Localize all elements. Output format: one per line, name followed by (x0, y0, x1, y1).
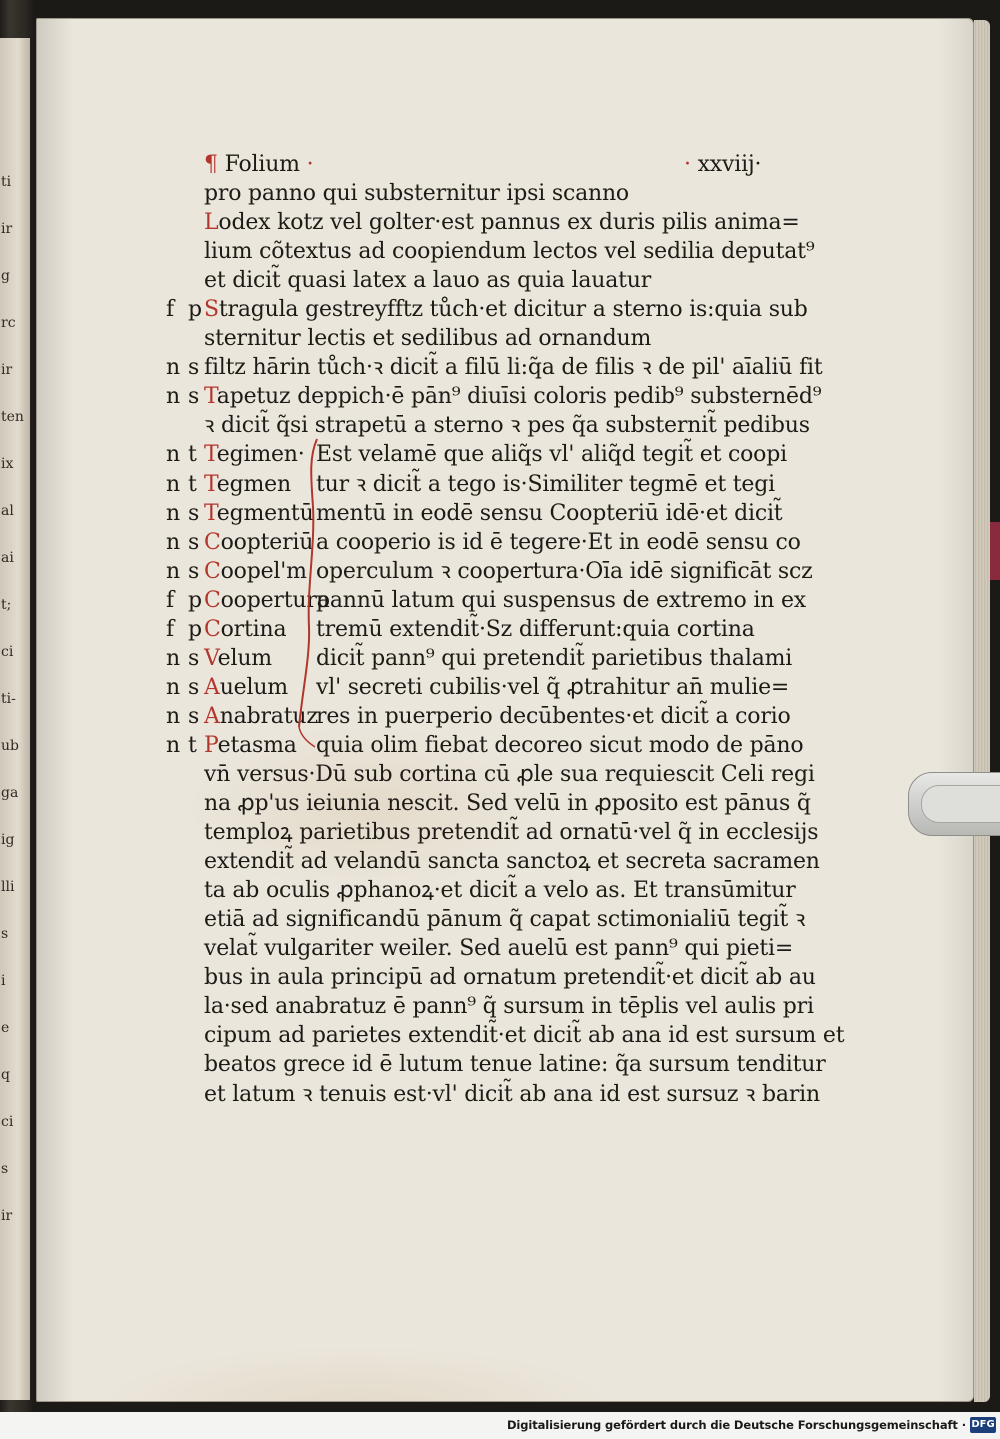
left-page-fragment: ci (1, 644, 14, 660)
line-text: et latum ꝛ tenuis est·vl' dicit̃ ab ana id est sursuz ꝛ barin (204, 1081, 820, 1107)
rubricated-initial: C (204, 587, 221, 613)
declension-mark: s (188, 529, 200, 555)
line-text: ꝛ dicit̃ q̃si strapetū a sterno ꝛ pes q̃a substernit̃ pedibus (204, 413, 810, 439)
rubricated-initial: C (204, 616, 221, 642)
declension-mark: s (188, 355, 200, 381)
rubricated-initial: L (204, 210, 219, 236)
text-line (166, 470, 786, 499)
headword: Coopteriū (204, 529, 314, 555)
line-text: et dicit̃ quasi latex a lauo as quia lauatur (204, 268, 652, 294)
declension-mark: s (188, 645, 200, 671)
line-text: bus in aula principū ad ornatum pretendit̃·et dicit̃ ab au (204, 965, 816, 991)
red-bookmark-strip (990, 522, 1000, 580)
headword: Anabratuz (204, 703, 318, 729)
left-page-fragment: ga (1, 785, 19, 801)
text-line (166, 266, 786, 295)
rubricated-initial: C (204, 558, 221, 584)
gloss-text: dicit̃ pann⁹ qui pretendit̃ parietibus thalami (316, 645, 793, 671)
left-page-fragment: e (1, 1020, 10, 1036)
line-text: ta ab oculis ꝓphanoꝝ·et dicit̃ a velo as. Et transūmitur (204, 878, 796, 904)
left-page-fragment: i (1, 973, 6, 989)
text-line (166, 1021, 845, 1050)
text-line (166, 963, 816, 992)
text-line (166, 673, 790, 702)
gender-mark: n (166, 471, 180, 497)
left-page-fragment: ten (1, 409, 24, 425)
declension-mark: t (188, 442, 197, 468)
left-page-fragment: ti- (1, 691, 16, 707)
headword: Auelum (204, 674, 288, 700)
headword: Tegmentū (204, 500, 314, 526)
gloss-text: mentū in eodē sensu Coopteriū idē·et dicit̃ (316, 500, 783, 526)
line-text: cipum ad parietes extendit̃·et dicit̃ ab ana id est sursum et (204, 1023, 845, 1049)
dfg-logo: DFG (970, 1417, 996, 1433)
gender-mark: f (166, 587, 174, 613)
page-clip (908, 772, 1000, 836)
line-text: Lodex kotz vel golter·est pannus ex duris pilis anima= (204, 210, 800, 236)
text-line (166, 847, 820, 876)
text-line (166, 1050, 826, 1079)
text-line (166, 644, 793, 673)
left-page-fragment: al (1, 503, 14, 519)
text-line (166, 179, 786, 208)
rubricated-initial: T (204, 471, 217, 497)
left-page-fragment: s (1, 926, 9, 942)
left-page-fragment: rc (1, 315, 16, 331)
text-line (166, 818, 819, 847)
rubricated-initial: A (204, 674, 220, 700)
gender-mark: n (166, 703, 180, 729)
declension-mark: p (188, 297, 202, 323)
line-text: sternitur lectis et sedilibus ad ornandum (204, 326, 652, 352)
rubricated-initial: C (204, 529, 221, 555)
text-line (166, 411, 810, 440)
text-line (166, 992, 814, 1021)
left-page-fragment: ir (1, 1208, 13, 1224)
gender-mark: n (166, 355, 180, 381)
declension-mark: t (188, 471, 197, 497)
red-bracket (297, 437, 321, 749)
text-line (166, 615, 786, 644)
page-stack-edge (974, 20, 990, 1402)
headword: Cortina (204, 616, 287, 642)
gender-mark: f (166, 297, 174, 323)
text-line (166, 731, 804, 760)
headword: Petasma (204, 732, 297, 758)
declension-mark: p (188, 616, 202, 642)
rubricated-initial: T (204, 442, 217, 468)
left-page-fragment: t; (1, 597, 12, 613)
line-text: vn̄ versus·Dū sub cortina cū ꝓle sua requiescit Celi regi (204, 761, 815, 787)
rubricated-initial: P (204, 732, 218, 758)
gender-mark: n (166, 384, 180, 410)
text-line (166, 499, 786, 528)
headword: Coopel'm (204, 558, 307, 584)
text-line (166, 789, 811, 818)
rubricated-initial: T (204, 384, 217, 410)
text-line (166, 295, 808, 324)
line-text: Stragula gestreyfftz tůch·et dicitur a sterno is:quia sub (204, 297, 808, 323)
text-line (166, 382, 822, 411)
left-page-edge (0, 38, 30, 1400)
line-text: beatos grece id ē lutum tenue latine: q̃a sursum tenditur (204, 1052, 826, 1078)
headword: Velum (204, 645, 272, 671)
line-text: extendit̃ ad velandū sancta sanctoꝝ et secreta sacramen (204, 849, 820, 875)
text-line (166, 1080, 820, 1109)
line-text: na ꝓp'us ieiunia nescit. Sed velū in ꝓposito est pānus q̃ (204, 791, 811, 817)
headword: Coopertura (204, 587, 330, 613)
text-line (166, 528, 801, 557)
gloss-text: operculum ꝛ coopertura·Oīa idē significāt scz (316, 558, 813, 584)
declension-mark: s (188, 558, 200, 584)
text-line (166, 586, 806, 615)
left-page-fragment: ti (1, 174, 12, 190)
gloss-text: pannū latum qui suspensus de extremo in ex (316, 587, 806, 613)
text-line (166, 324, 786, 353)
line-text: Tapetuz deppich·ē pān⁹ diuīsi coloris pedib⁹ substernēd⁹ (204, 384, 822, 410)
headword: Tegimen· (204, 442, 305, 468)
left-page-fragment: ub (1, 738, 19, 754)
line-text: temploꝝ parietibus pretendit̃ ad ornatū·vel q̃ in ecclesijs (204, 820, 819, 846)
left-page-fragment: g (1, 268, 10, 284)
left-page-fragment: ai (1, 550, 14, 566)
gloss-text: a cooperio is id ē tegere·Et in eodē sensu co (316, 529, 801, 555)
text-line (166, 702, 791, 731)
left-page-fragment: ig (1, 832, 15, 848)
declension-mark: t (188, 732, 197, 758)
gloss-text: Est velamē que aliq̃s vl' aliq̃d tegit̃ et coopi (316, 442, 787, 468)
gender-mark: n (166, 558, 180, 584)
gloss-text: res in puerperio decūbentes·et dicit̃ a corio (316, 703, 791, 729)
line-text: etiā ad significandū pānum q̃ capat sctimonialiū tegit̃ ꝛ (204, 907, 806, 933)
left-page-fragment: q (1, 1067, 10, 1083)
footer-credit: Digitalisierung gefördert durch die Deutsche Forschungsgemeinschaft · (506, 1418, 966, 1432)
rubricated-initial: A (204, 703, 220, 729)
left-page-fragment: ir (1, 362, 13, 378)
footer-bar (0, 1412, 1000, 1439)
left-page-fragment: lli (1, 879, 15, 895)
left-page-fragment: ci (1, 1114, 14, 1130)
gender-mark: n (166, 674, 180, 700)
text-line (166, 905, 806, 934)
gloss-text: vl' secreti cubilis·vel q̃ ꝓtrahitur an̄ mulie= (316, 674, 790, 700)
text-line (166, 760, 815, 789)
gender-mark: n (166, 529, 180, 555)
gender-mark: n (166, 645, 180, 671)
declension-mark: s (188, 500, 200, 526)
gender-mark: f (166, 616, 174, 642)
paragraph-mark: ¶ (204, 152, 218, 177)
rubricated-initial: S (204, 297, 219, 323)
text-line (166, 208, 800, 237)
folio-number: xxviij (697, 152, 755, 177)
line-text: filtz hārin tůch·ꝛ dicit̃ a filū li:q̃a de filis ꝛ de pil' aīaliū fit (204, 355, 823, 381)
line-text: pro panno qui substernitur ipsi scanno (204, 181, 629, 207)
text-line (166, 934, 794, 963)
headword: Tegmen (204, 471, 291, 497)
text-line (166, 237, 815, 266)
gloss-text: quia olim fiebat decoreo sicut modo de pāno (316, 732, 804, 758)
text-line (166, 353, 823, 382)
gender-mark: n (166, 500, 180, 526)
declension-mark: s (188, 674, 200, 700)
declension-mark: s (188, 384, 200, 410)
rubricated-initial: V (204, 645, 218, 671)
left-page-fragment: s (1, 1161, 9, 1177)
line-text: lium cõtextus ad coopiendum lectos vel sedilia deputat⁹ (204, 239, 815, 265)
gender-mark: n (166, 732, 180, 758)
text-line (166, 557, 813, 586)
gender-mark: n (166, 442, 180, 468)
page-text-block (166, 150, 845, 1109)
text-line (166, 440, 786, 469)
text-line (166, 876, 796, 905)
gloss-text: tur ꝛ dicit̃ a tego is·Similiter tegmē et tegi (316, 471, 775, 497)
line-text: la·sed anabratuz ē pann⁹ q̃ sursum in tēplis vel aulis pri (204, 994, 814, 1020)
left-page-fragment: ix (1, 456, 14, 472)
gloss-text: tremū extendit̃·Sz differunt:quia cortina (316, 616, 755, 642)
declension-mark: s (188, 703, 200, 729)
left-page-fragment: ir (1, 221, 13, 237)
folio-label: Folium (224, 152, 300, 177)
running-header: ¶ Folium · · xxviij· (204, 152, 762, 177)
declension-mark: p (188, 587, 202, 613)
rubricated-initial: T (204, 500, 217, 526)
line-text: velat̃ vulgariter weiler. Sed auelū est pann⁹ qui pieti= (204, 936, 794, 962)
